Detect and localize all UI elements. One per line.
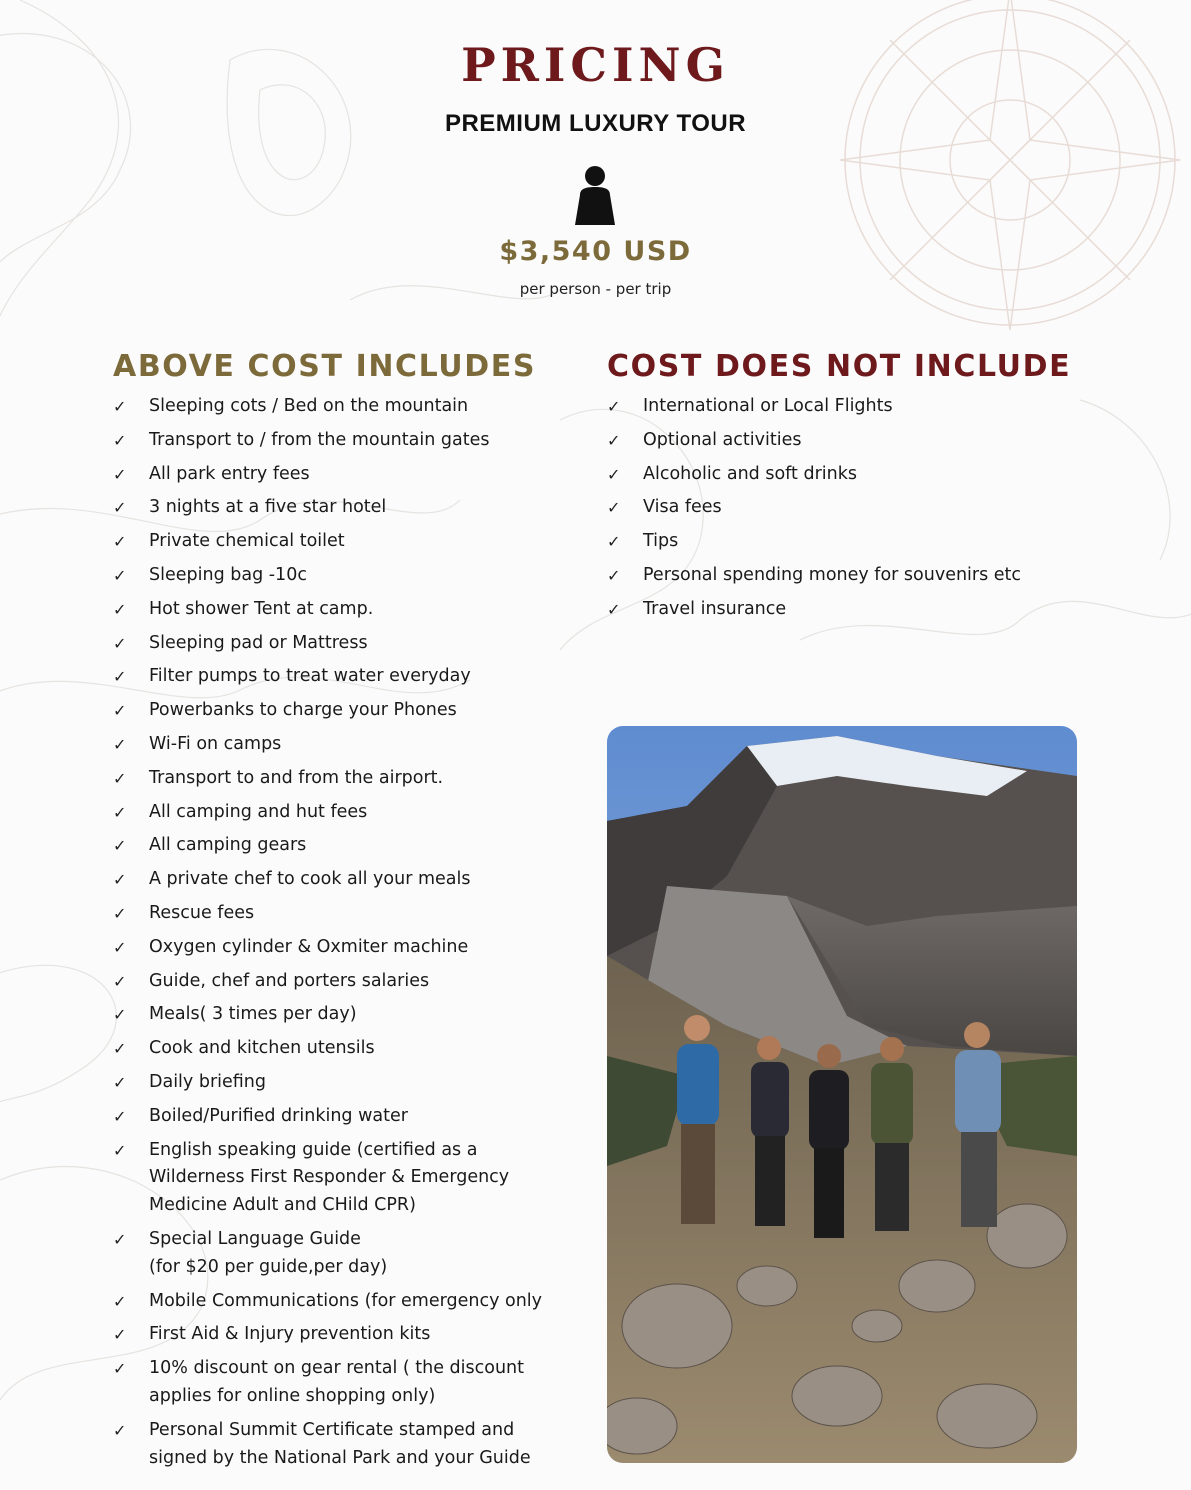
trek-photo	[607, 726, 1077, 1463]
checkmark-icon: ✓	[113, 734, 127, 754]
list-item-text: Powerbanks to charge your Phones	[149, 700, 457, 721]
list-item	[113, 1103, 583, 1131]
list-item	[607, 427, 1127, 455]
checkmark-icon: ✓	[607, 397, 621, 416]
list-item	[113, 697, 583, 725]
list-item-text: Meals( 3 times per day)	[149, 1004, 357, 1025]
list-item	[113, 934, 583, 962]
list-item-text: Daily briefing	[149, 1071, 266, 1092]
list-item-text: Cook and kitchen utensils	[149, 1038, 375, 1059]
list-item	[113, 1288, 583, 1316]
list-item	[607, 596, 1127, 624]
checkmark-icon: ✓	[113, 1420, 127, 1440]
checkmark-icon: ✓	[607, 464, 621, 484]
checkmark-icon: ✓	[113, 1072, 127, 1092]
list-item-text: 10% discount on gear rental ( the discount applies for online shopping only)	[149, 1358, 525, 1406]
checkmark-icon: ✓	[113, 802, 127, 822]
checkmark-icon: ✓	[113, 667, 127, 687]
list-item	[113, 1417, 583, 1473]
checkmark-icon: ✓	[113, 532, 127, 552]
list-item-text: Optional activities	[643, 429, 802, 450]
list-item	[113, 799, 583, 827]
list-item	[113, 528, 583, 556]
checkmark-icon: ✓	[113, 1140, 127, 1160]
list-item	[113, 562, 583, 590]
list-item	[607, 562, 1127, 590]
list-item	[113, 1355, 583, 1411]
checkmark-icon: ✓	[113, 1325, 127, 1345]
list-item-text: Special Language Guide (for $20 per guide,per day)	[149, 1228, 388, 1277]
list-item	[113, 866, 583, 894]
list-item	[113, 427, 583, 455]
list-item-text: International or Local Flights	[643, 396, 893, 416]
list-item	[607, 528, 1127, 556]
list-item-text: Tips	[643, 531, 679, 552]
list-item	[607, 461, 1127, 489]
checkmark-icon: ✓	[113, 870, 127, 890]
checkmark-icon: ✓	[113, 1359, 127, 1379]
checkmark-icon: ✓	[113, 464, 127, 484]
list-item	[113, 968, 583, 996]
list-item	[113, 630, 583, 658]
list-item-text: Filter pumps to treat water everyday	[149, 666, 471, 687]
list-item	[607, 494, 1127, 522]
page-title: PRICING	[461, 38, 730, 92]
list-item-text: Sleeping cots / Bed on the mountain	[149, 396, 469, 416]
list-item-text: Mobile Communications (for emergency only	[149, 1290, 543, 1311]
list-item	[113, 1001, 583, 1029]
checkmark-icon: ✓	[113, 1291, 127, 1311]
checkmark-icon: ✓	[607, 498, 621, 518]
list-item-text: Transport to / from the mountain gates	[149, 429, 490, 450]
checkmark-icon: ✓	[113, 1229, 127, 1249]
checkmark-icon: ✓	[113, 768, 127, 788]
list-item	[113, 663, 583, 691]
price: $3,540 USD	[499, 236, 692, 267]
list-item-text: Transport to and from the airport.	[149, 767, 444, 788]
list-item	[113, 1321, 583, 1349]
checkmark-icon: ✓	[607, 430, 621, 450]
list-item-text: First Aid & Injury prevention kits	[149, 1324, 431, 1345]
list-item-text: Personal spending money for souvenirs etc	[643, 564, 1022, 585]
excludes-heading: COST DOES NOT INCLUDE	[607, 349, 1072, 384]
list-item-text: A private chef to cook all your meals	[149, 869, 471, 890]
list-item-text: Oxygen cylinder & Oxmiter machine	[149, 936, 469, 957]
list-item	[113, 596, 583, 624]
checkmark-icon: ✓	[113, 1106, 127, 1126]
person-icon	[571, 165, 619, 227]
list-item-text: English speaking guide (certified as a Wilderness First Responder & Emergency Medicine Adult and CHild CPR)	[149, 1139, 510, 1216]
excludes-list	[607, 393, 1127, 630]
checkmark-icon: ✓	[113, 701, 127, 721]
list-item	[113, 731, 583, 759]
list-item	[607, 393, 1127, 421]
list-item-text: Sleeping bag -10c	[149, 564, 307, 585]
list-item-text: All camping gears	[149, 835, 307, 856]
list-item-text: Rescue fees	[149, 902, 255, 923]
checkmark-icon: ✓	[113, 1005, 127, 1025]
list-item-text: All camping and hut fees	[149, 801, 368, 822]
checkmark-icon: ✓	[113, 971, 127, 991]
checkmark-icon: ✓	[113, 397, 127, 416]
list-item-text: Hot shower Tent at camp.	[149, 598, 374, 619]
checkmark-icon: ✓	[607, 532, 621, 552]
price-note: per person - per trip	[519, 280, 672, 298]
checkmark-icon: ✓	[607, 565, 621, 585]
list-item-text: Guide, chef and porters salaries	[149, 970, 430, 991]
checkmark-icon: ✓	[113, 903, 127, 923]
mountain-group-photo	[607, 726, 1077, 1463]
list-item	[113, 1035, 583, 1063]
list-item-text: All park entry fees	[149, 463, 310, 484]
checkmark-icon: ✓	[113, 836, 127, 856]
checkmark-icon: ✓	[113, 430, 127, 450]
checkmark-icon: ✓	[113, 937, 127, 957]
includes-list	[113, 393, 583, 1478]
list-item-text: Sleeping pad or Mattress	[149, 632, 368, 653]
list-item-text: Private chemical toilet	[149, 531, 345, 552]
list-item-text: Visa fees	[643, 497, 722, 518]
checkmark-icon: ✓	[113, 565, 127, 585]
list-item-text: Boiled/Purified drinking water	[149, 1105, 408, 1126]
list-item	[113, 900, 583, 928]
checkmark-icon: ✓	[113, 498, 127, 518]
list-item	[113, 1137, 583, 1220]
checkmark-icon: ✓	[113, 599, 127, 619]
list-item-text: 3 nights at a five star hotel	[149, 497, 387, 518]
list-item-text: Personal Summit Certificate stamped and signed by the National Park and your Guide	[149, 1419, 531, 1468]
list-item	[113, 494, 583, 522]
list-item	[113, 765, 583, 793]
includes-heading: ABOVE COST INCLUDES	[113, 349, 537, 384]
list-item	[113, 1226, 583, 1282]
list-item	[113, 461, 583, 489]
list-item-text: Alcoholic and soft drinks	[643, 463, 857, 484]
list-item	[113, 1069, 583, 1097]
checkmark-icon: ✓	[113, 1039, 127, 1059]
list-item	[113, 393, 583, 421]
list-item-text: Travel insurance	[643, 598, 787, 619]
checkmark-icon: ✓	[113, 633, 127, 653]
tour-name: PREMIUM LUXURY TOUR	[444, 110, 747, 137]
list-item-text: Wi-Fi on camps	[149, 733, 282, 754]
checkmark-icon: ✓	[607, 599, 621, 619]
list-item	[113, 832, 583, 860]
